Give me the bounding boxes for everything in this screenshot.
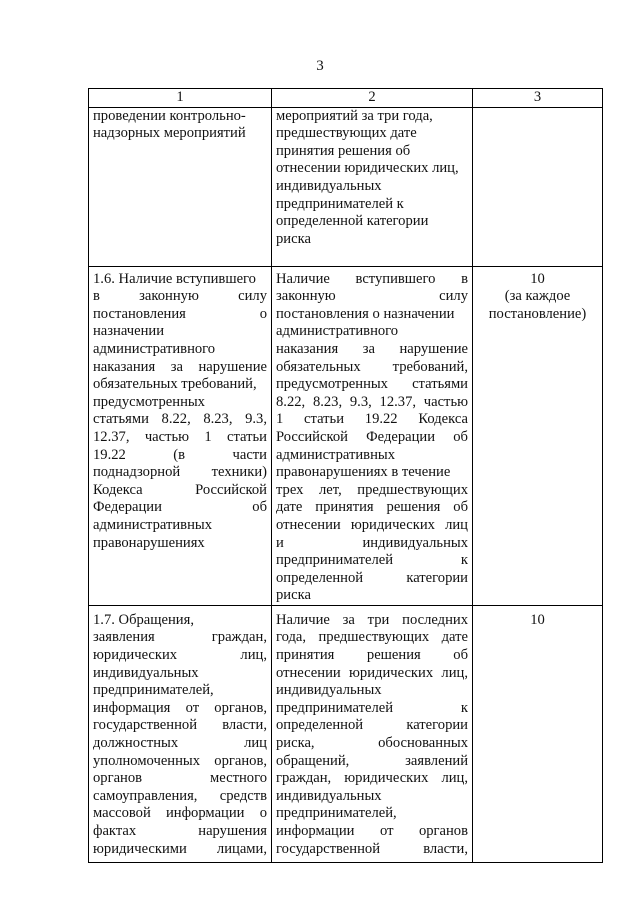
cell-line: 1.7. Обращения, [93, 611, 194, 628]
cell-line: риска [276, 230, 311, 247]
cell-line: информации от органов [276, 823, 468, 839]
cell-line: государственной власти, [93, 717, 267, 734]
cell-line: органов местного [93, 770, 267, 787]
cell-line: 12.37, частью 1 статьи [93, 428, 267, 445]
cell-line: статьями 8.22, 8.23, 9.3, [93, 411, 267, 428]
cell-line: индивидуальных [276, 177, 382, 194]
cell-line: административного [93, 340, 216, 357]
cell-line: назначении [93, 323, 165, 340]
criterion-cell [89, 107, 272, 266]
cell-line: 1 статьи 19.22 Кодекса [276, 411, 468, 428]
cell-line: Кодекса Российской [93, 481, 267, 498]
cell-line: правонарушениях в течение [276, 464, 451, 481]
cell-line: Федерации об [93, 499, 267, 516]
cell-line: в законную силу [93, 288, 267, 305]
cell-line: государственной власти, [276, 840, 468, 857]
points-value: 10 [530, 611, 545, 628]
cell-line: правонарушениях [93, 534, 205, 551]
cell-line: предпринимателей к [276, 699, 468, 716]
cell-line: отнесении юридических лиц, [276, 160, 459, 177]
cell-line: предпринимателей к [276, 195, 404, 212]
cell-line: административных [276, 446, 395, 463]
cell-line: юридических лиц, [93, 647, 267, 664]
points-note: постановление) [488, 305, 587, 322]
cell-line: законную силу [276, 288, 468, 305]
points-note: (за каждое [504, 288, 571, 305]
indicator-cell [272, 266, 473, 605]
cell-line: юридическими лицами, [93, 840, 267, 857]
cell-line: наказания за нарушение [276, 340, 468, 357]
cell-line: надзорных мероприятий [93, 125, 246, 142]
criterion-cell [89, 266, 272, 605]
cell-line: риска [276, 587, 311, 604]
cell-line: информация от органов, [93, 699, 267, 716]
cell-line: индивидуальных [93, 664, 199, 681]
cell-line: трех лет, предшествующих [276, 481, 468, 498]
cell-line: определенной категории [276, 717, 468, 734]
cell-line: массовой информации о [93, 805, 267, 822]
cell-line: наказания за нарушение [93, 358, 267, 375]
criterion-cell [89, 605, 272, 862]
cell-line: самоуправления, средств [93, 787, 267, 804]
cell-line: обращений, заявлений [276, 752, 468, 769]
indicator-cell [272, 605, 473, 862]
cell-line: фактах нарушения [93, 823, 267, 839]
indicator-cell [272, 107, 473, 266]
page-number: 3 [316, 58, 324, 74]
cell-line: принятия решения об [276, 142, 411, 159]
cell-line: предпринимателей, [93, 682, 214, 699]
cell-line: отнесении юридических лиц [276, 516, 468, 533]
cell-line: 19.22 (в части [93, 446, 267, 463]
cell-line: обязательных требований, [276, 358, 468, 375]
cell-line: обязательных требований, [93, 376, 257, 393]
criteria-table [88, 88, 603, 863]
cell-line: должностных лиц [93, 735, 267, 752]
cell-line: Российской Федерации об [276, 428, 468, 445]
cell-line: и индивидуальных [276, 534, 468, 551]
cell-line: 8.22, 8.23, 9.3, 12.37, частью [276, 393, 468, 410]
column-header-1: 1 [89, 89, 272, 108]
table-row [89, 107, 603, 266]
cell-line: постановления о [93, 305, 267, 322]
cell-line: определенной категории [276, 213, 429, 230]
cell-line: определенной категории [276, 569, 468, 586]
cell-line: уполномоченных органов, [93, 752, 267, 769]
cell-line: предшествующих дате [276, 125, 417, 142]
cell-line: 1.6. Наличие вступившего [93, 270, 256, 287]
cell-line: индивидуальных [276, 682, 382, 699]
cell-line: предпринимателей, [276, 805, 397, 822]
cell-line: дате принятия решения об [276, 499, 468, 516]
cell-line: мероприятий за три года, [276, 107, 433, 124]
cell-line: года, предшествующих дате [276, 629, 468, 646]
cell-line: индивидуальных [276, 787, 382, 804]
points-cell [473, 107, 603, 266]
points-cell [473, 605, 603, 862]
column-header-3: 3 [473, 89, 603, 108]
cell-line: Наличие вступившего в [276, 270, 468, 287]
cell-line: заявления граждан, [93, 629, 267, 646]
column-header-2: 2 [272, 89, 473, 108]
cell-line: Наличие за три последних [276, 611, 468, 628]
cell-line: принятия решения об [276, 647, 468, 664]
points-value: 10 [530, 270, 545, 287]
cell-line: постановления о назначении [276, 305, 455, 322]
cell-line: поднадзорной техники) [93, 464, 267, 481]
cell-line: административных [93, 516, 212, 533]
cell-line: предусмотренных [93, 393, 205, 410]
points-cell [473, 266, 603, 605]
cell-line: отнесении юридических лиц, [276, 664, 468, 681]
cell-line: административного [276, 323, 399, 340]
table-row [89, 266, 603, 605]
table-header-row [89, 89, 603, 108]
cell-line: предусмотренных статьями [276, 376, 468, 393]
cell-line: предпринимателей к [276, 552, 468, 569]
table-row [89, 605, 603, 862]
cell-line: проведении контрольно- [93, 107, 246, 124]
cell-line: риска, обоснованных [276, 735, 468, 752]
cell-line: граждан, юридических лиц, [276, 770, 468, 787]
